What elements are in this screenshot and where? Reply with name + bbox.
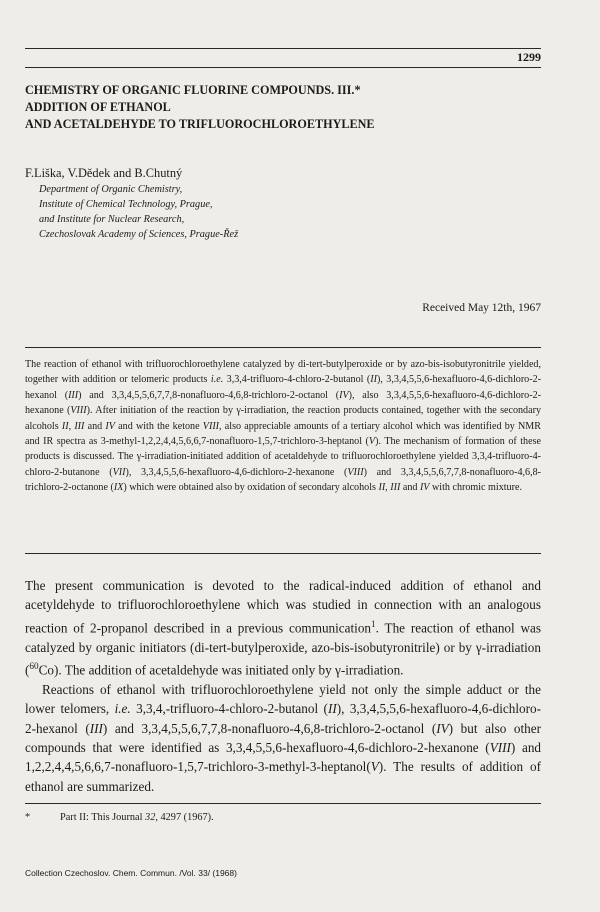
received-date: Received May 12th, 1967 <box>422 302 541 314</box>
paragraph2-run: ), 3,3,4,5,5,6-hexafluoro-4,6-dichloro-2-hexanol ( <box>25 701 542 736</box>
abstract-run: IV <box>105 420 115 432</box>
abstract-run: VIII <box>202 420 220 432</box>
paragraph2-run: II <box>327 701 337 717</box>
header-rule <box>25 67 541 68</box>
abstract-run: ), also 3,3,4,5,5,6-hexafluoro-4,6-dichloro-2-hexanone ( <box>25 389 541 417</box>
affiliation-line: and Institute for Nuclear Research, <box>39 214 185 225</box>
abstract-bottom-rule <box>25 553 541 554</box>
paragraph2-run: i.e. <box>114 701 131 717</box>
abstract-run: IV <box>339 389 349 401</box>
abstract-run: II, III <box>61 420 85 432</box>
paragraph-2 <box>25 680 541 796</box>
abstract-run: ). After initiation of the reaction by γ-irradiation, the reaction products contained, together with the secondary alcohols <box>25 405 541 432</box>
paragraph2-run: III <box>89 720 103 736</box>
abstract <box>25 357 541 496</box>
abstract-run: ). The mechanism of formation of these products is discussed. The γ-irradiation-initiated addition of acetaldehyde to trifluorochloroethylene yielded 3,3,4-trifluoro-4-chloro-2-butanone ( <box>25 436 541 478</box>
abstract-top-rule <box>25 347 541 348</box>
footnote <box>25 812 214 823</box>
authors: F.Liška, V.Dědek and B.Chutný <box>25 166 183 180</box>
abstract-run: and <box>84 420 106 432</box>
affiliation-line: Institute of Chemical Technology, Prague, <box>39 199 213 210</box>
footnote-text: Part II: This Journal <box>60 812 146 823</box>
paragraph2-run: ) and 3,3,4,5,5,6,7,7,8-nonafluoro-4,6,8-trichloro-2-octanol ( <box>102 720 437 736</box>
abstract-run: IX <box>113 482 124 494</box>
paragraph1-run: The present communication is devoted to the radical-induced addition of ethanol and acetyldehyde to trifluorochloroethylene which was studied in connection with an analogous reaction of 2-propanol described in a previous communication <box>25 578 541 636</box>
abstract-run: with chromic mixture. <box>429 482 522 494</box>
abstract-run: ) and 3,3,4,5,5,6,7,7,8-nonafluoro-4,6,8-trichloro-2-octanol ( <box>78 389 340 401</box>
title-line: CHEMISTRY OF ORGANIC FLUORINE COMPOUNDS. III.* <box>25 83 361 97</box>
paragraph2-run: IV <box>436 720 449 736</box>
abstract-run: IV <box>419 482 430 494</box>
affiliation-line: Czechoslovak Academy of Sciences, Prague-Řež <box>39 229 239 240</box>
article-title <box>25 82 545 133</box>
paragraph-1 <box>25 576 541 680</box>
title-line: AND ACETALDEHYDE TO TRIFLUOROCHLOROETHYLENE <box>25 117 375 131</box>
abstract-run: V <box>368 436 376 448</box>
journal-citation: Collection Czechoslov. Chem. Commun. /Vol. 33/ (1968) <box>25 868 237 878</box>
affiliation <box>39 182 238 242</box>
abstract-run: VII <box>112 466 126 478</box>
abstract-run: ), 3,3,4,5,5,6-hexafluoro-4,6-dichloro-2-hexanol ( <box>25 374 541 401</box>
paragraph2-run: ). The results of addition of ethanol are summarized. <box>25 759 541 794</box>
abstract-run: ) which were obtained also by oxidation of secondary alcohols <box>123 482 379 494</box>
abstract-run: , also appreciable amounts of a tertiary alcohol which was identified by NMR and IR spectra as 3-methyl-1,2,2,4,4,5,6,6,7-nonafluoro-1,5,7-trichloro-3-heptanol ( <box>25 420 542 448</box>
abstract-run: and with the ketone <box>114 420 203 432</box>
paragraph2-run: 3,3,4,-trifluoro-4-chloro-2-butanol ( <box>130 701 328 717</box>
abstract-run: ) and 3,3,4,5,5,6,7,7,8-nonafluoro-4,6,8-trichloro-2-octanone ( <box>25 466 541 494</box>
affiliation-line: Department of Organic Chemistry, <box>39 184 183 195</box>
main-text <box>25 576 541 796</box>
paragraph2-run: VIII <box>489 740 511 756</box>
abstract-run: ), 3,3,4,5,5,6-hexafluoro-4,6-dichloro-2-hexanone ( <box>125 466 348 478</box>
abstract-run: and <box>400 482 420 494</box>
paragraph1-run: 1 <box>371 618 376 629</box>
top-rule <box>25 48 541 49</box>
footnote-rule <box>25 803 541 804</box>
abstract-run: 3,3,4-trifluoro-4-chloro-2-butanol ( <box>223 374 371 386</box>
paragraph1-run: . The reaction of ethanol was catalyzed by organic initiators (di-tert-butylperoxide, azo-bis-isobutyronitrile) or by γ-irradiation ( <box>25 620 542 678</box>
paragraph1-run: 60 <box>29 661 39 672</box>
footnote-volume: 32 <box>145 812 156 823</box>
paragraph2-run: ) but also other compounds that were identified as 3,3,4,5,5,6-hexafluoro-4,6-dichloro-2-hexanone ( <box>25 720 542 756</box>
abstract-run: i.e. <box>210 374 224 386</box>
abstract-run: III <box>68 389 79 401</box>
title-line: ADDITION OF ETHANOL <box>25 100 171 114</box>
footnote-mark: * <box>25 812 31 823</box>
abstract-run: II <box>370 374 377 386</box>
paragraph1-run: Co). The addition of acetaldehyde was initiated only by γ-irradiation. <box>38 662 404 678</box>
paragraph2-run: ) and 1,2,2,4,4,5,6,6,7-nonafluoro-1,5,7-trichloro-3-methyl-3-heptanol( <box>25 740 542 775</box>
abstract-run: VIII <box>347 466 364 478</box>
abstract-run: VIII <box>70 405 87 417</box>
footnote-pages: , 4297 (1967). <box>155 812 214 823</box>
paragraph2-run: Reactions of ethanol with trifluorochloroethylene yield not only the simple adduct or the lower telomers, <box>25 681 541 717</box>
page-number: 1299 <box>517 50 541 64</box>
abstract-run: II, III <box>378 482 401 494</box>
paragraph2-run: V <box>370 759 379 775</box>
abstract-run: The reaction of ethanol with trifluorochloroethylene catalyzed by di-tert-butylperoxide or by azo-bis-isobutyronitrile yielded, together with addition or telomeric products <box>25 359 541 386</box>
